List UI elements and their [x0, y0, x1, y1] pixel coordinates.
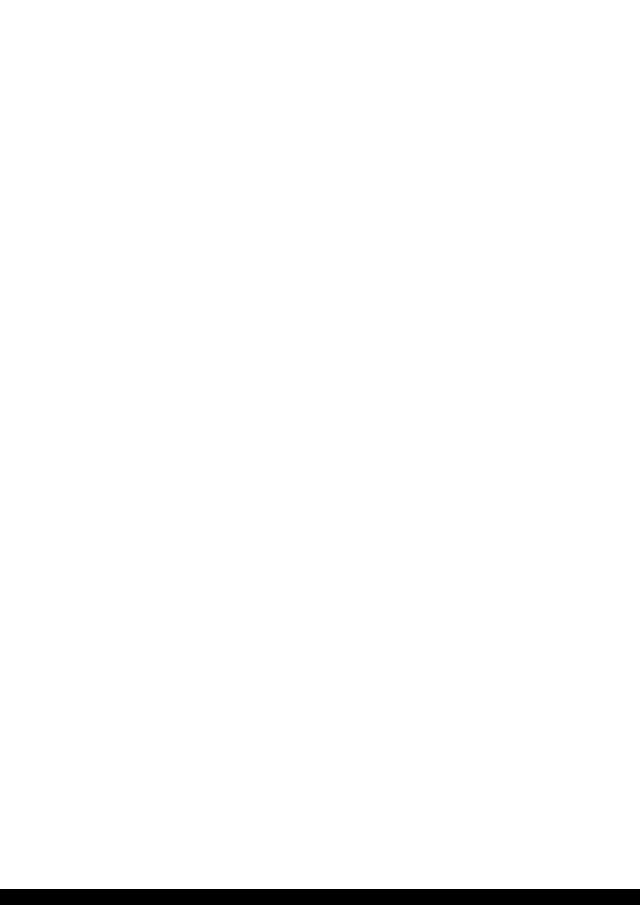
scan-bottom-edge [0, 889, 640, 905]
page-number [70, 30, 570, 46]
